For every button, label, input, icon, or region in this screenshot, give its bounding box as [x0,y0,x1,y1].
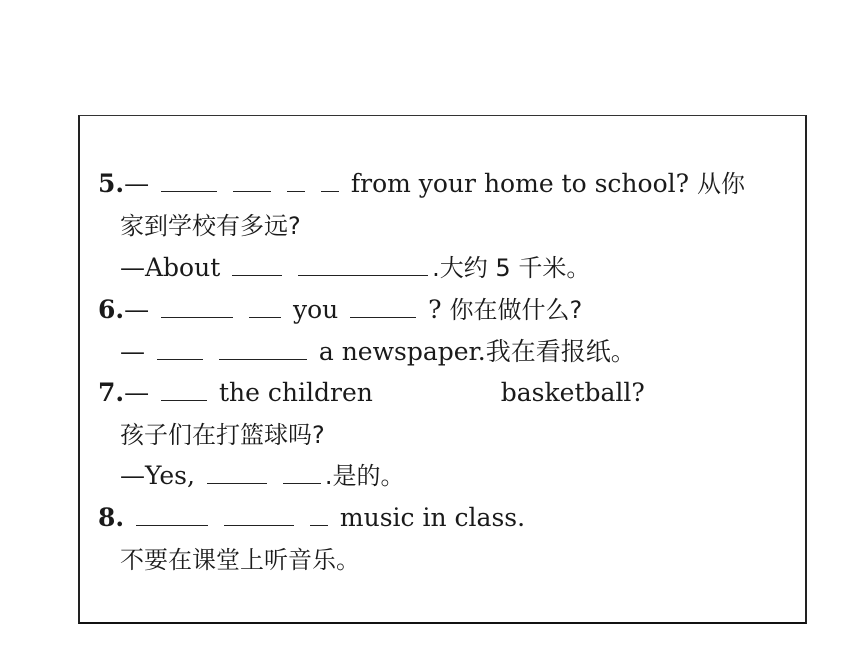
question-6-answer-dash: — [120,337,145,366]
question-6-mid: you [292,295,339,324]
blank-6b[interactable] [249,299,281,318]
blank-7c[interactable] [207,465,267,484]
blank-5a[interactable] [161,173,217,192]
blank-5f[interactable] [298,257,428,276]
question-8-text: music in class. [339,503,526,532]
question-7-answer-suffix: .是的。 [324,462,405,490]
question-7-dash: — [124,378,150,407]
question-5-cn-line2: 家到学校有多远? [120,212,301,240]
blank-6c[interactable] [350,299,416,318]
blank-6d[interactable] [157,341,203,360]
blank-8b[interactable] [224,507,294,526]
question-5-line [98,169,745,199]
question-7-line [98,378,645,408]
blank-5e[interactable] [232,257,282,276]
question-5-text: from your home to school? [350,169,690,198]
question-8-number: 8. [98,503,125,532]
blank-6a[interactable] [161,299,233,318]
question-5-answer-suffix: .大约 5 千米。 [432,254,591,282]
blank-8c[interactable] [310,507,328,526]
question-7-answer-prefix: —Yes, [120,461,195,490]
question-6-cn: 你在做什么? [449,296,583,324]
question-7-end: basketball? [500,378,645,407]
blank-5b[interactable] [233,173,271,192]
question-7-number: 7. [98,378,125,407]
blank-8a[interactable] [136,507,208,526]
blank-6e[interactable] [219,341,307,360]
question-5-cn: 从你 [697,170,745,198]
question-7-cn: 孩子们在打篮球吗? [120,421,325,449]
question-6-answer-line [120,337,636,367]
question-7-mid: the children [219,378,373,407]
question-6-dash: — [124,295,150,324]
question-5-number: 5. [98,169,125,198]
blank-5c[interactable] [287,173,305,192]
blank-7d[interactable] [283,465,321,484]
question-5-dash: — [124,169,150,198]
question-5-answer-line [120,253,590,283]
question-6-line [98,295,582,325]
question-7-answer-line [120,461,404,491]
blank-7a[interactable] [161,382,207,401]
question-6-end: ? [428,295,442,324]
question-8-cn: 不要在课堂上听音乐。 [120,546,360,574]
question-6-number: 6. [98,295,125,324]
question-5-answer-prefix: —About [120,253,221,282]
question-6-answer-text: a newspaper.我在看报纸。 [318,337,636,366]
question-8-line [98,503,525,533]
blank-5d[interactable] [321,173,339,192]
